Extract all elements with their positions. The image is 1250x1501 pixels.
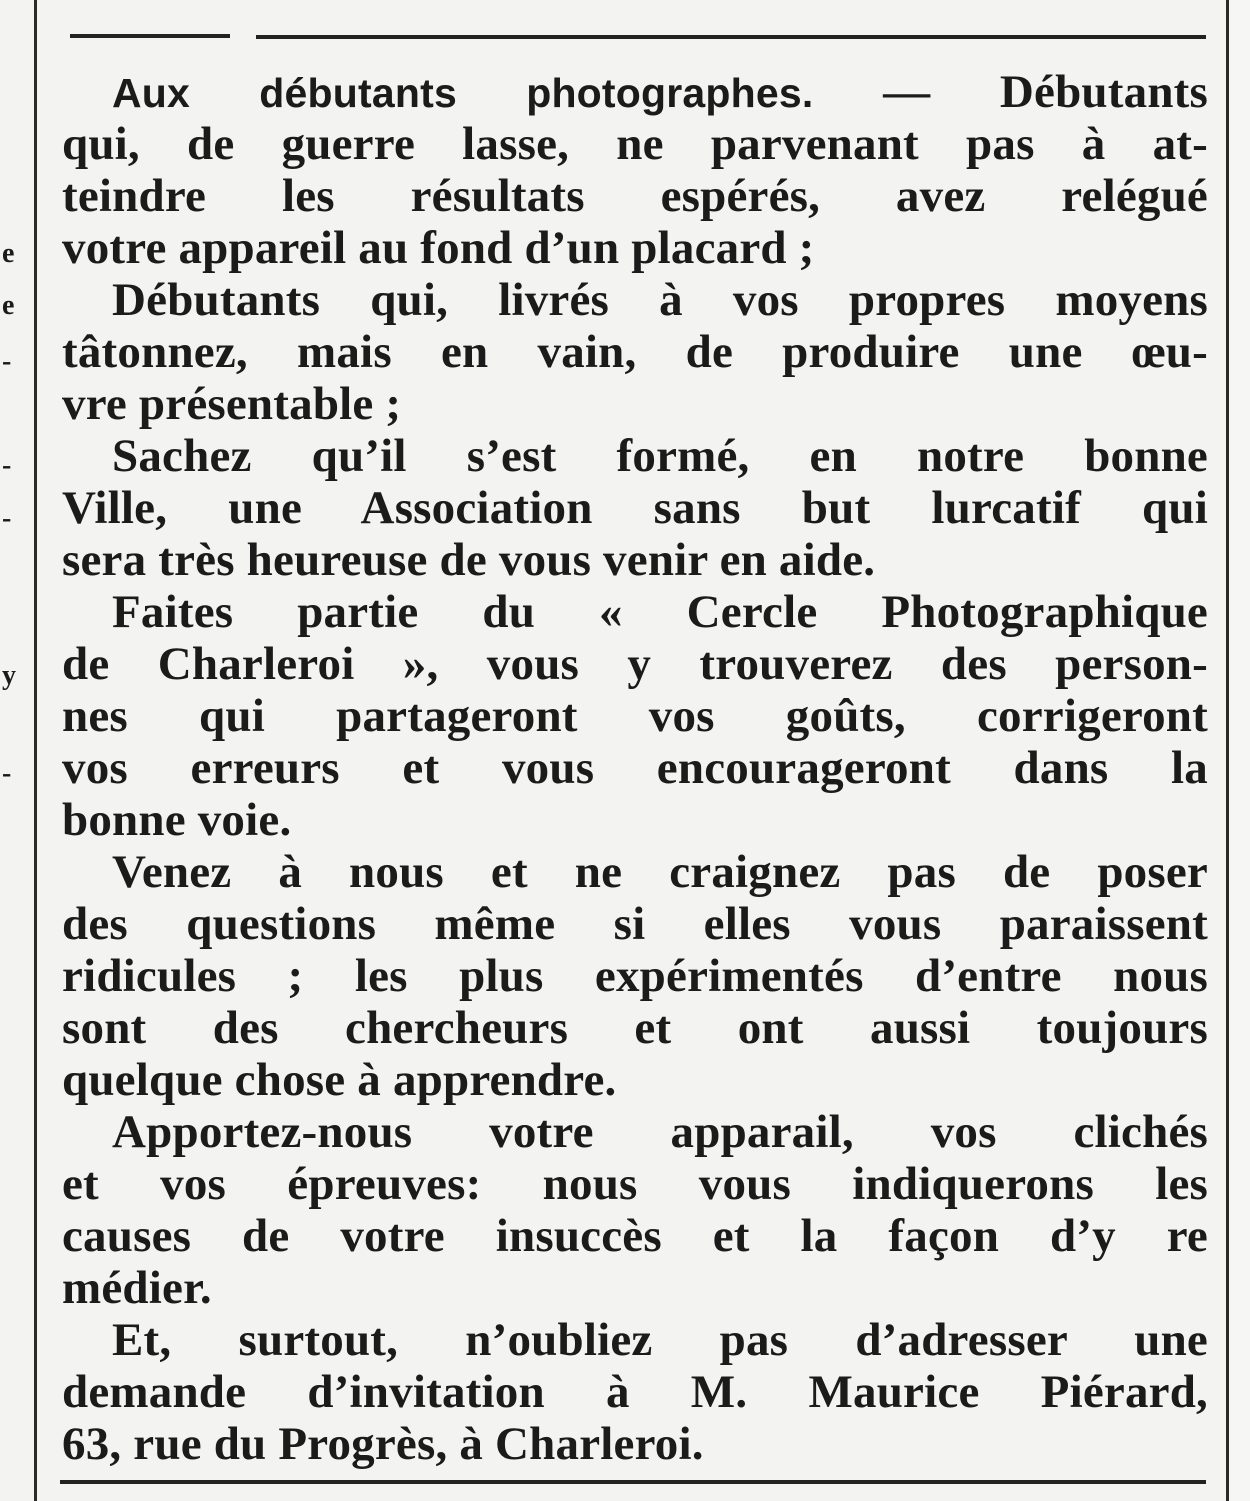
- article-line-3: teindre les résultats espérés, avez relégué: [62, 170, 1208, 222]
- margin-fragment: y: [2, 660, 16, 691]
- article-line-16: Venez à nous et ne craignez pas de poser: [112, 846, 1208, 898]
- article-line-27: 63, rue du Progrès, à Charleroi.: [62, 1418, 704, 1470]
- article-line-1: [62, 66, 1208, 118]
- margin-fragment: -: [2, 503, 12, 534]
- article-line-26: demande d’invitation à M. Maurice Piérard,: [62, 1366, 1208, 1418]
- article-line-17: des questions même si elles vous paraissent: [62, 898, 1208, 950]
- margin-fragment: e: [2, 238, 15, 269]
- article-line-13: nes qui partageront vos goûts, corrigeront: [62, 690, 1208, 742]
- article-line-8: Sachez qu’il s’est formé, en notre bonne: [112, 430, 1208, 482]
- article-line-25: Et, surtout, n’oubliez pas d’adresser une: [112, 1314, 1208, 1366]
- article-line-7: vre présentable ;: [62, 378, 402, 430]
- article-line-21: Apportez-nous votre apparail, vos clichés: [112, 1106, 1208, 1158]
- article-line-text: — Débutants: [813, 66, 1208, 118]
- article-line-12: de Charleroi », vous y trouverez des person-: [62, 638, 1208, 690]
- article-line-4: votre appareil au fond d’un placard ;: [62, 222, 815, 274]
- margin-fragment: -: [2, 450, 12, 481]
- top-rule-short: [70, 34, 230, 38]
- article-line-15: bonne voie.: [62, 794, 292, 846]
- article-line-9: Ville, une Association sans but lurcatif qui: [62, 482, 1208, 534]
- margin-fragment: -: [2, 758, 12, 789]
- article-line-22: et vos épreuves: nous vous indiquerons les: [62, 1158, 1208, 1210]
- left-margin-strip: [0, 0, 36, 1501]
- article-line-2: qui, de guerre lasse, ne parvenant pas à at-: [62, 118, 1208, 170]
- top-rule-long: [256, 35, 1206, 39]
- article-heading: Aux débutants photographes.: [112, 70, 814, 116]
- right-margin-strip: [1229, 0, 1250, 1501]
- article-line-19: sont des chercheurs et ont aussi toujours: [62, 1002, 1208, 1054]
- margin-fragment: -: [2, 346, 12, 377]
- column-rule-left: [34, 0, 37, 1501]
- article-line-23: causes de votre insuccès et la façon d’y re: [62, 1210, 1208, 1262]
- article-line-14: vos erreurs et vous encourageront dans la: [62, 742, 1208, 794]
- article: [62, 66, 1208, 1470]
- article-line-6: tâtonnez, mais en vain, de produire une œu-: [62, 326, 1208, 378]
- article-line-11: Faites partie du « Cercle Photographique: [112, 586, 1208, 638]
- article-line-24: médier.: [62, 1262, 212, 1314]
- article-line-20: quelque chose à apprendre.: [62, 1054, 617, 1106]
- bottom-rule: [60, 1480, 1206, 1484]
- margin-fragment: e: [2, 290, 15, 321]
- article-line-10: sera très heureuse de vous venir en aide.: [62, 534, 876, 586]
- article-line-5: Débutants qui, livrés à vos propres moyens: [112, 274, 1208, 326]
- article-line-18: ridicules ; les plus expérimentés d’entre nous: [62, 950, 1208, 1002]
- article-body: [62, 118, 1208, 1470]
